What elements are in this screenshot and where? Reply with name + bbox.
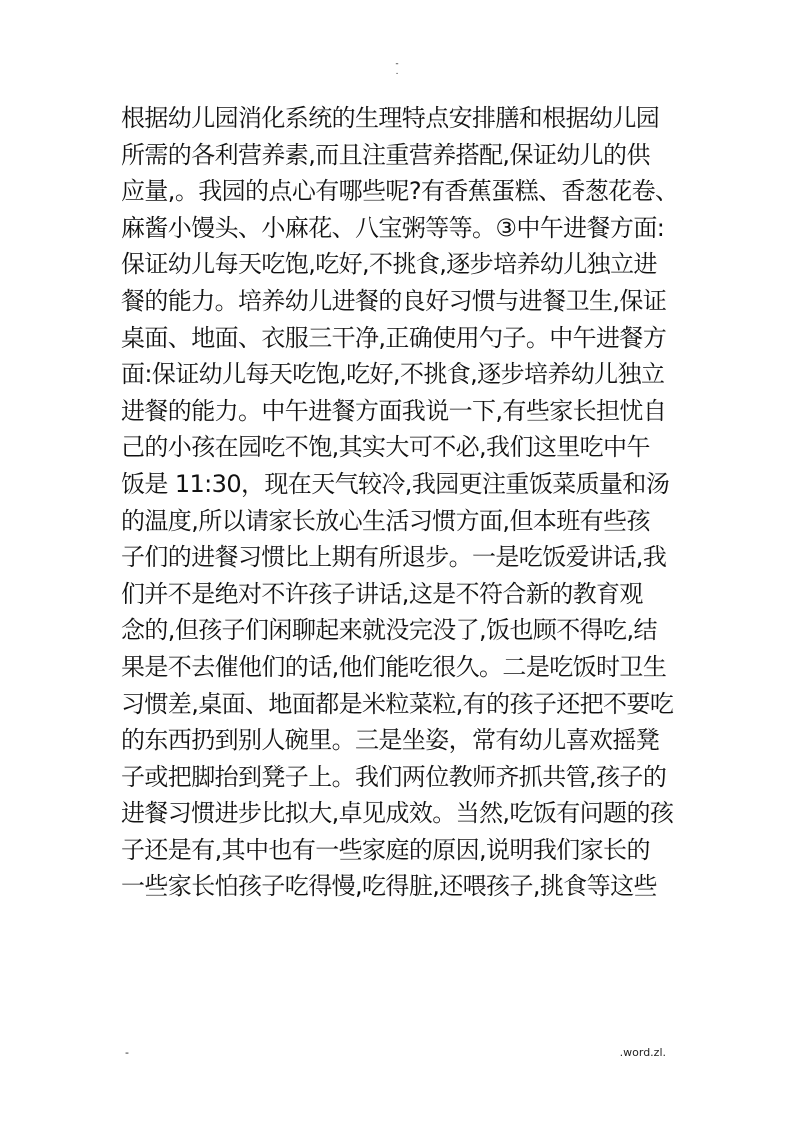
- text-line: 餐的能力。培养幼儿进餐的良好习惯与进餐卫生,保证: [121, 286, 667, 315]
- footer-left-mark: -: [125, 1046, 129, 1059]
- body-text: [121, 100, 681, 905]
- text-line: 念的,但孩子们闲聊起来就没完没了,饭也顾不得吃,结: [121, 616, 657, 645]
- header-mark-top: -: [395, 59, 399, 69]
- text-line: 子们的进餐习惯比上期有所退步。一是吃饭爱讲话,我: [121, 543, 667, 572]
- text-line: 进餐的能力。中午进餐方面我说一下,有些家长担忧自: [121, 396, 667, 425]
- text-line: 所需的各利营养素,而且注重营养搭配,保证幼儿的供: [121, 140, 650, 169]
- text-line: 的东西扔到别人碗里。三是坐姿，常有幼儿喜欢摇凳: [121, 726, 660, 755]
- text-line: 应量,。我园的点心有哪些呢?有香蕉蛋糕、香葱花卷、: [121, 177, 679, 206]
- header-mark-bottom: .: [395, 67, 399, 77]
- text-line: 习惯差,桌面、地面都是米粒菜粒,有的孩子还把不要吃: [121, 689, 674, 718]
- text-line: 桌面、地面、衣服三干净,正确使用勺子。中午进餐方: [121, 323, 667, 352]
- text-line: 面:保证幼儿每天吃饱,吃好,不挑食,逐步培养幼儿独立: [121, 360, 665, 389]
- text-line: 根据幼儿园消化系统的生理特点安排膳和根据幼儿园: [121, 104, 660, 132]
- text-line: 饭是 11:30，现在天气较冷,我园更注重饭菜质量和汤: [121, 469, 670, 498]
- text-line: 进餐习惯进步比拟大,卓见成效。当然,吃饭有问题的孩: [121, 799, 674, 828]
- text-line: 子或把脚抬到凳子上。我们两位教师齐抓共管,孩子的: [121, 762, 667, 791]
- page-header-mark: [0, 60, 794, 76]
- text-line: 们并不是绝对不许孩子讲话,这是不符合新的教育观: [121, 579, 643, 608]
- text-line: 己的小孩在园吃不饱,其实大可不必,我们这里吃中午: [121, 433, 650, 462]
- text-line: 子还是有,其中也有一些家庭的原因,说明我们家长的: [121, 835, 650, 864]
- text-line: 保证幼儿每天吃饱,吃好,不挑食,逐步培养幼儿独立进: [121, 250, 657, 279]
- text-line: 一些家长怕孩子吃得慢,吃得脏,还喂孩子,挑食等这些: [121, 872, 657, 901]
- footer-source-label: .word.zl.: [619, 1046, 666, 1059]
- text-line: 的温度,所以请家长放心生活习惯方面,但本班有些孩: [121, 506, 650, 535]
- text-line: 果是不去催他们的话,他们能吃很久。二是吃饭时卫生: [121, 652, 667, 681]
- text-line: 麻酱小馒头、小麻花、八宝粥等等。③中午进餐方面:: [121, 213, 665, 242]
